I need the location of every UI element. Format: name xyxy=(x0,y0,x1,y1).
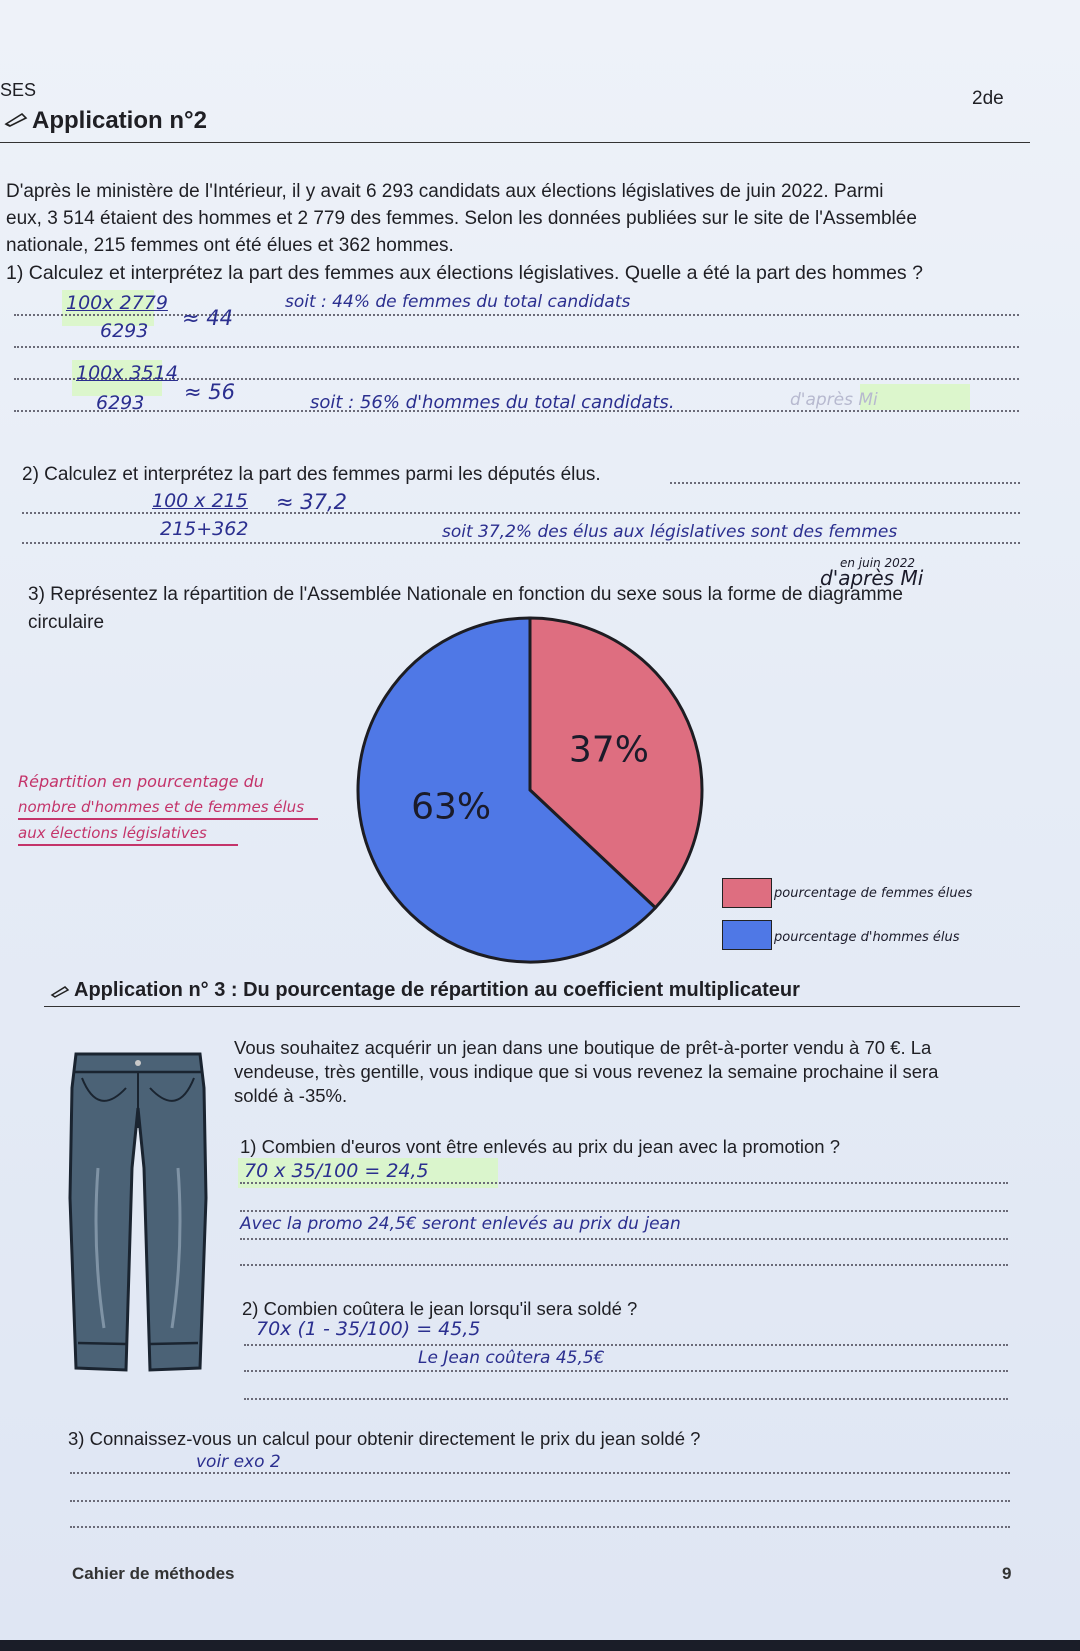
hand-b-numerator: 100 x 215 xyxy=(152,490,248,512)
answer-line xyxy=(240,1182,1008,1184)
hand-a1-result: ≈ 44 xyxy=(182,306,233,330)
app3-intro-line1: Vous souhaitez acquérir un jean dans une boutique de prêt-à-porter vendu à 70 €. La xyxy=(234,1037,932,1058)
hand-a2-numerator: 100x 3514 xyxy=(76,362,178,384)
hand-a1-text: soit : 44% de femmes du total candidats xyxy=(285,292,631,312)
hand-c3: voir exo 2 xyxy=(196,1452,281,1472)
caption-underline xyxy=(18,818,318,820)
hand-b-note-source: d'après Mi xyxy=(820,566,924,590)
hand-a2-result: ≈ 56 xyxy=(184,380,235,404)
caption-underline xyxy=(18,844,238,846)
hand-b-denominator: 215+362 xyxy=(160,518,249,540)
page-number: 9 xyxy=(1002,1564,1012,1583)
hand-a2-denominator: 6293 xyxy=(96,392,145,414)
answer-line xyxy=(240,1264,1008,1266)
app3-question3: 3) Connaissez-vous un calcul pour obtenir directement le prix du jean soldé ? xyxy=(68,1428,701,1449)
app3-question2: 2) Combien coûtera le jean lorsqu'il sera soldé ? xyxy=(242,1298,638,1319)
answer-line xyxy=(670,482,1020,484)
app2-question2: 2) Calculez et interprétez la part des femmes parmi les députés élus. xyxy=(22,464,601,485)
app2-intro-line2: eux, 3 514 étaient des hommes et 2 779 des femmes. Selon les données publiées sur le site de l'Assemblée xyxy=(6,208,917,229)
legend-swatch-women xyxy=(722,878,772,908)
app2-intro-line3: nationale, 215 femmes ont été élues et 362 hommes. xyxy=(6,235,454,256)
legend-label-women: pourcentage de femmes élues xyxy=(774,886,973,901)
answer-line xyxy=(22,512,1020,514)
hand-a2-signature: d'après Mi xyxy=(790,390,878,410)
chart-caption-line2: nombre d'hommes et de femmes élus xyxy=(18,798,305,816)
answer-line xyxy=(22,542,1020,544)
title-rule xyxy=(0,142,1030,143)
app3-intro-line2: vendeuse, très gentille, vous indique que si vous revenez la semaine prochaine il sera xyxy=(234,1061,939,1082)
hand-c2: 70x (1 - 35/100) = 45,5 xyxy=(256,1318,481,1340)
pencil-icon xyxy=(50,984,70,1003)
pie-label-women: 37% xyxy=(568,729,649,771)
chart-caption-line3: aux élections législatives xyxy=(18,824,207,842)
app2-question3-line2: circulaire xyxy=(28,612,105,633)
answer-line xyxy=(14,314,1019,316)
footer-book-title: Cahier de méthodes xyxy=(72,1564,235,1583)
pie-chart xyxy=(340,600,720,980)
hand-a2-text: soit : 56% d'hommes du total candidats. xyxy=(310,392,675,413)
hand-a1-numerator: 100x 2779 xyxy=(66,292,168,314)
answer-line xyxy=(70,1472,1010,1474)
hand-b-note-date: en juin 2022 xyxy=(840,556,916,570)
chart-caption-line1: Répartition en pourcentage du xyxy=(18,772,264,791)
hand-c1: 70 x 35/100 = 24,5 xyxy=(244,1160,429,1182)
app3-title: Application n° 3 : Du pourcentage de répartition au coefficient multiplicateur xyxy=(74,979,800,1001)
answer-line xyxy=(244,1398,1008,1400)
answer-line xyxy=(14,346,1019,348)
app2-question3-line1: 3) Représentez la répartition de l'Assemblée Nationale en fonction du sexe sous la forme de diagramme xyxy=(28,584,903,605)
pencil-icon xyxy=(4,110,28,133)
app3-rule xyxy=(44,1006,1020,1007)
jeans-illustration xyxy=(68,1048,208,1378)
answer-line xyxy=(70,1500,1010,1502)
pie-label-men: 63% xyxy=(411,786,492,828)
legend-swatch-men xyxy=(722,920,772,950)
hand-a1-denominator: 6293 xyxy=(100,320,149,342)
hand-c2-text: Le Jean coûtera 45,5€ xyxy=(418,1348,605,1368)
app2-intro-line1: D'après le ministère de l'Intérieur, il y avait 6 293 candidats aux élections législatives de juin 2022. Parmi xyxy=(6,181,884,202)
subject-label: SES xyxy=(0,80,37,100)
answer-line xyxy=(240,1210,1008,1212)
legend-label-men: pourcentage d'hommes élus xyxy=(774,930,960,945)
hand-c1-text: Avec la promo 24,5€ seront enlevés au prix du jean xyxy=(240,1214,681,1234)
hand-b-result: ≈ 37,2 xyxy=(276,490,348,514)
level-label: 2de xyxy=(972,88,1004,109)
answer-line xyxy=(240,1238,1008,1240)
answer-line xyxy=(244,1344,1008,1346)
app3-question1: 1) Combien d'euros vont être enlevés au prix du jean avec la promotion ? xyxy=(240,1136,840,1157)
app3-intro-line3: soldé à -35%. xyxy=(234,1085,348,1106)
hand-b-text: soit 37,2% des élus aux législatives sont des femmes xyxy=(442,522,898,542)
answer-line xyxy=(70,1526,1010,1528)
app2-title: Application n°2 xyxy=(32,107,207,134)
app2-question1: 1) Calculez et interprétez la part des femmes aux élections législatives. Quelle a été la part des hommes ? xyxy=(6,262,923,284)
answer-line xyxy=(244,1370,1008,1372)
